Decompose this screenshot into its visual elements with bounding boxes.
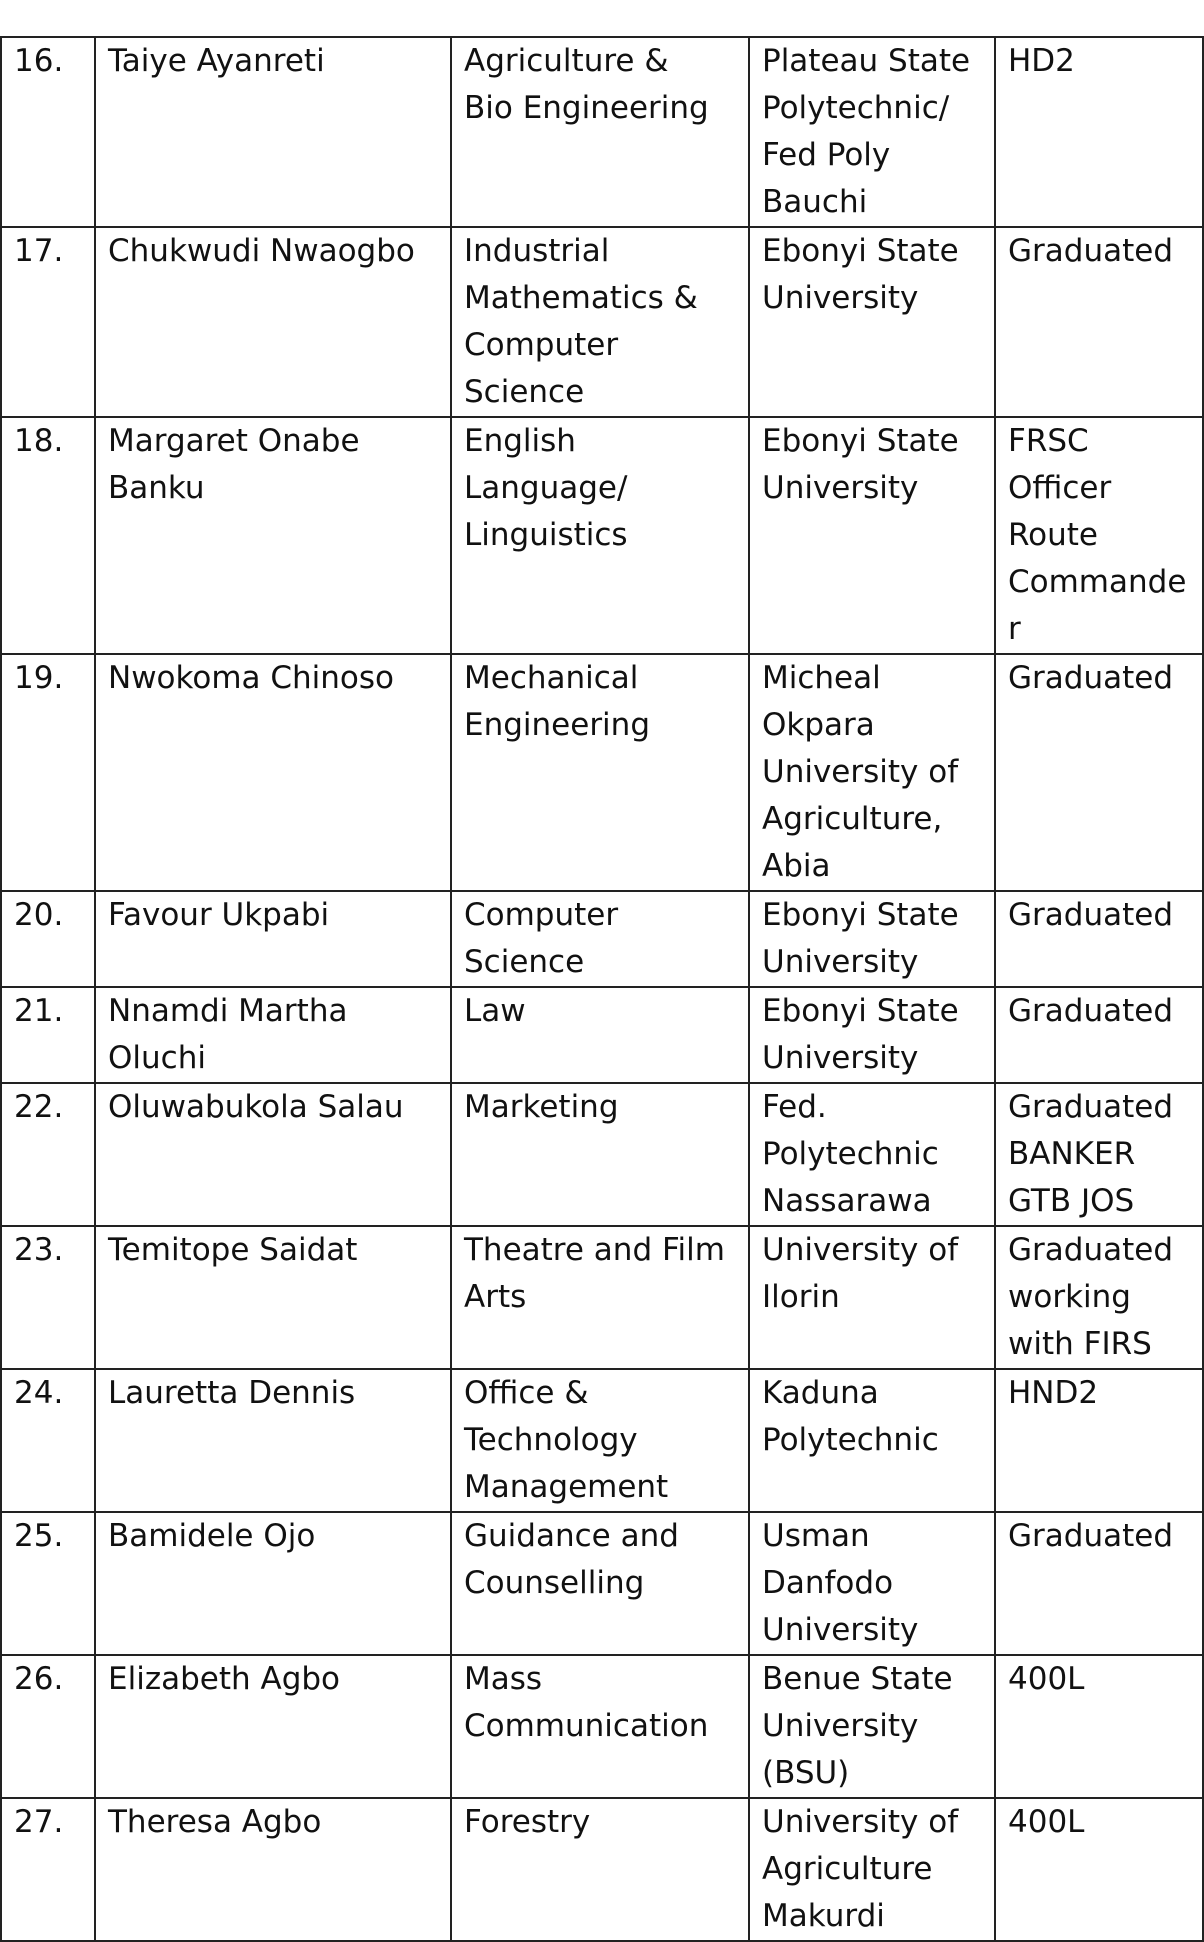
course-of-study-text: Agriculture & Bio Engineering xyxy=(464,43,709,126)
row-number-cell xyxy=(1,1083,95,1226)
student-name-cell xyxy=(95,987,451,1083)
status-text: Graduated working with FIRS xyxy=(1008,1232,1173,1362)
table-row xyxy=(1,654,1203,891)
status-cell xyxy=(995,987,1203,1083)
institution-cell xyxy=(749,1655,995,1798)
course-of-study-cell xyxy=(451,1512,749,1655)
row-number-cell xyxy=(1,1655,95,1798)
course-of-study-text: Office & Technology Management xyxy=(464,1375,669,1505)
row-number-text: 23. xyxy=(14,1232,64,1268)
institution-cell xyxy=(749,1083,995,1226)
row-number-text: 19. xyxy=(14,660,64,696)
row-number-cell xyxy=(1,37,95,227)
status-text: HND2 xyxy=(1008,1375,1099,1411)
row-number-cell xyxy=(1,987,95,1083)
course-of-study-text: Mass Communication xyxy=(464,1661,709,1744)
status-cell xyxy=(995,227,1203,417)
student-name-text: Chukwudi Nwaogbo xyxy=(108,233,415,269)
table-row xyxy=(1,1655,1203,1798)
row-number-text: 20. xyxy=(14,897,64,933)
student-name-text: Lauretta Dennis xyxy=(108,1375,356,1411)
institution-text: Ebonyi State University xyxy=(762,897,959,980)
table-row xyxy=(1,1226,1203,1369)
table-row xyxy=(1,417,1203,654)
student-name-text: Theresa Agbo xyxy=(108,1804,322,1840)
course-of-study-cell xyxy=(451,1083,749,1226)
row-number-text: 27. xyxy=(14,1804,64,1840)
course-of-study-text: Forestry xyxy=(464,1804,591,1840)
status-text: Graduated xyxy=(1008,1518,1173,1554)
status-cell xyxy=(995,1512,1203,1655)
status-text: Graduated xyxy=(1008,660,1173,696)
row-number-cell xyxy=(1,654,95,891)
status-text: 400L xyxy=(1008,1661,1085,1697)
table-row xyxy=(1,1369,1203,1512)
student-name-text: Bamidele Ojo xyxy=(108,1518,316,1554)
status-cell xyxy=(995,37,1203,227)
course-of-study-cell xyxy=(451,37,749,227)
student-name-cell xyxy=(95,37,451,227)
course-of-study-cell xyxy=(451,1798,749,1941)
student-name-cell xyxy=(95,1083,451,1226)
status-cell xyxy=(995,654,1203,891)
table-row xyxy=(1,1083,1203,1226)
institution-cell xyxy=(749,227,995,417)
student-name-cell xyxy=(95,417,451,654)
student-name-cell xyxy=(95,1369,451,1512)
row-number-text: 25. xyxy=(14,1518,64,1554)
institution-cell xyxy=(749,987,995,1083)
institution-cell xyxy=(749,1226,995,1369)
row-number-cell xyxy=(1,1512,95,1655)
table-row xyxy=(1,37,1203,227)
status-text: Graduated BANKER GTB JOS xyxy=(1008,1089,1173,1219)
row-number-text: 24. xyxy=(14,1375,64,1411)
course-of-study-cell xyxy=(451,654,749,891)
status-cell xyxy=(995,1369,1203,1512)
institution-text: University of Agriculture Makurdi xyxy=(762,1804,959,1934)
table-row xyxy=(1,891,1203,987)
course-of-study-text: Guidance and Counselling xyxy=(464,1518,679,1601)
status-text: FRSC Officer Route Commander xyxy=(1008,423,1187,647)
student-roster-table xyxy=(0,36,1204,1942)
row-number-cell xyxy=(1,1369,95,1512)
row-number-text: 22. xyxy=(14,1089,64,1125)
institution-text: Usman Danfodo University xyxy=(762,1518,919,1648)
table-row xyxy=(1,1512,1203,1655)
document-page xyxy=(0,36,1204,1942)
student-name-cell xyxy=(95,891,451,987)
student-name-cell xyxy=(95,1655,451,1798)
student-name-text: Nwokoma Chinoso xyxy=(108,660,395,696)
course-of-study-cell xyxy=(451,1655,749,1798)
status-text: Graduated xyxy=(1008,897,1173,933)
course-of-study-text: Mechanical Engineering xyxy=(464,660,650,743)
course-of-study-text: Marketing xyxy=(464,1089,619,1125)
institution-text: Micheal Okpara University of Agriculture, Abia xyxy=(762,660,959,884)
student-name-text: Elizabeth Agbo xyxy=(108,1661,341,1697)
course-of-study-text: English Language/ Linguistics xyxy=(464,423,628,553)
institution-cell xyxy=(749,37,995,227)
table-row xyxy=(1,227,1203,417)
student-name-text: Temitope Saidat xyxy=(108,1232,358,1268)
status-cell xyxy=(995,891,1203,987)
status-text: Graduated xyxy=(1008,233,1173,269)
row-number-text: 18. xyxy=(14,423,64,459)
row-number-text: 21. xyxy=(14,993,64,1029)
status-text: HD2 xyxy=(1008,43,1075,79)
student-name-text: Taiye Ayanreti xyxy=(108,43,325,79)
institution-cell xyxy=(749,417,995,654)
course-of-study-cell xyxy=(451,1226,749,1369)
row-number-cell xyxy=(1,1226,95,1369)
institution-text: Ebonyi State University xyxy=(762,423,959,506)
institution-cell xyxy=(749,1369,995,1512)
institution-cell xyxy=(749,1512,995,1655)
course-of-study-cell xyxy=(451,417,749,654)
row-number-text: 26. xyxy=(14,1661,64,1697)
row-number-text: 16. xyxy=(14,43,64,79)
student-name-cell xyxy=(95,1798,451,1941)
student-name-text: Margaret Onabe Banku xyxy=(108,423,360,506)
course-of-study-cell xyxy=(451,227,749,417)
institution-text: Fed. Polytechnic Nassarawa xyxy=(762,1089,939,1219)
table-body xyxy=(1,37,1203,1941)
course-of-study-cell xyxy=(451,987,749,1083)
course-of-study-text: Law xyxy=(464,993,526,1029)
institution-text: Ebonyi State University xyxy=(762,233,959,316)
student-name-text: Oluwabukola Salau xyxy=(108,1089,404,1125)
institution-text: Ebonyi State University xyxy=(762,993,959,1076)
table-row xyxy=(1,1798,1203,1941)
status-cell xyxy=(995,1083,1203,1226)
course-of-study-text: Computer Science xyxy=(464,897,619,980)
status-text: Graduated xyxy=(1008,993,1173,1029)
student-name-cell xyxy=(95,1512,451,1655)
row-number-cell xyxy=(1,417,95,654)
institution-cell xyxy=(749,654,995,891)
table-row xyxy=(1,987,1203,1083)
student-name-cell xyxy=(95,227,451,417)
status-text: 400L xyxy=(1008,1804,1085,1840)
institution-text: Benue State University (BSU) xyxy=(762,1661,953,1791)
institution-cell xyxy=(749,1798,995,1941)
status-cell xyxy=(995,1226,1203,1369)
course-of-study-cell xyxy=(451,891,749,987)
status-cell xyxy=(995,1798,1203,1941)
student-name-cell xyxy=(95,1226,451,1369)
institution-text: Plateau State Polytechnic/ Fed Poly Bauchi xyxy=(762,43,971,220)
student-name-text: Nnamdi Martha Oluchi xyxy=(108,993,348,1076)
course-of-study-cell xyxy=(451,1369,749,1512)
row-number-cell xyxy=(1,1798,95,1941)
row-number-cell xyxy=(1,891,95,987)
course-of-study-text: Theatre and Film Arts xyxy=(464,1232,725,1315)
status-cell xyxy=(995,1655,1203,1798)
row-number-cell xyxy=(1,227,95,417)
status-cell xyxy=(995,417,1203,654)
row-number-text: 17. xyxy=(14,233,64,269)
course-of-study-text: Industrial Mathematics & Computer Science xyxy=(464,233,698,410)
student-name-cell xyxy=(95,654,451,891)
student-name-text: Favour Ukpabi xyxy=(108,897,330,933)
institution-cell xyxy=(749,891,995,987)
institution-text: University of Ilorin xyxy=(762,1232,959,1315)
institution-text: Kaduna Polytechnic xyxy=(762,1375,939,1458)
